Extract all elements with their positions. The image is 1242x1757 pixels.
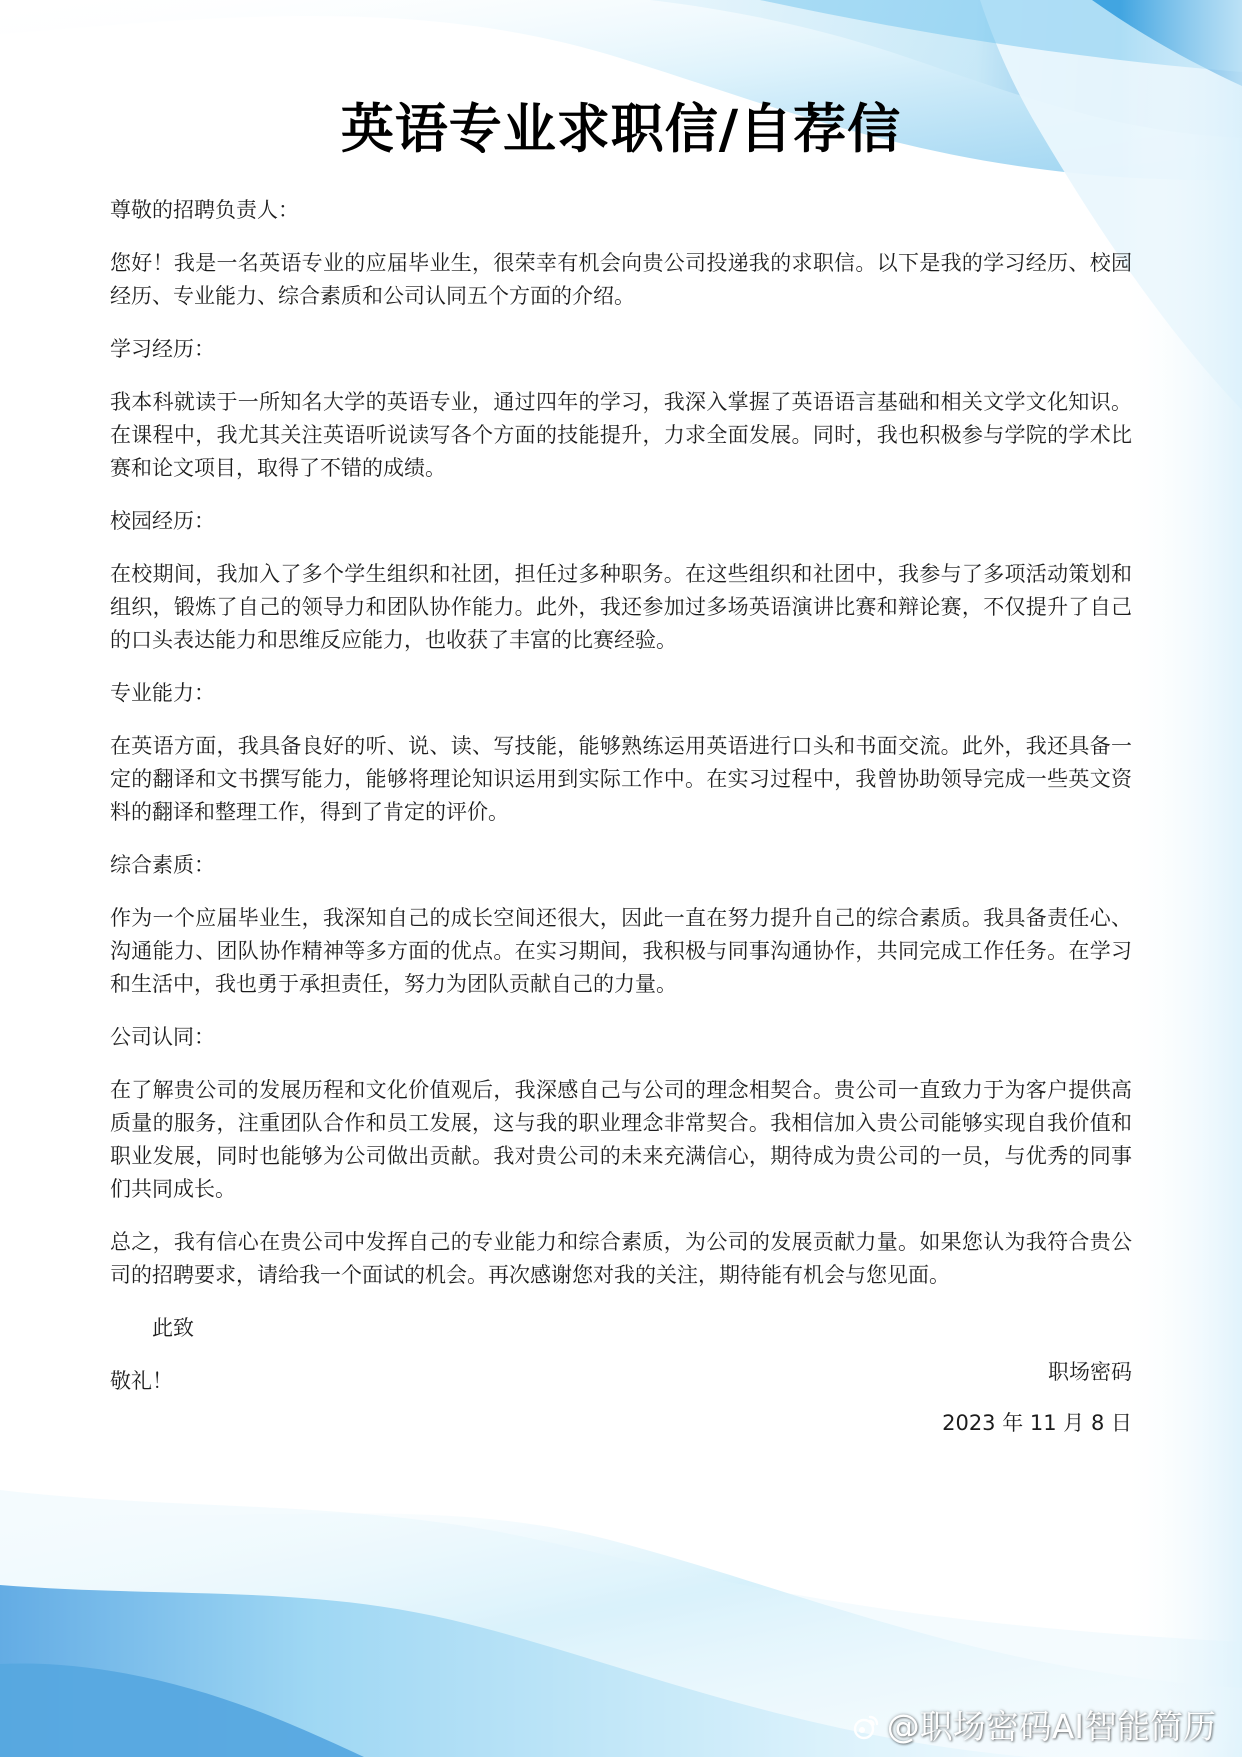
section-heading-campus: 校园经历： <box>110 509 215 533</box>
closing-phrase: 此致 <box>152 1316 194 1340</box>
signature-date: 2023 年 11 月 8 日 <box>942 1411 1132 1435</box>
page-title: 英语专业求职信/自荐信 <box>340 99 902 160</box>
letter-content <box>110 96 1132 1418</box>
watermark-text: @职场密码AI智能简历 <box>886 1707 1216 1746</box>
section-body-campus: 在校期间，我加入了多个学生组织和社团，担任过多种职务。在这些组织和社团中，我参与了多项活动策划和组织，锻炼了自己的领导力和团队协作能力。此外，我还参加过多场英语演讲比赛和辩论赛，不仅提升了自己的口头表达能力和思维反应能力，也收获了丰富的比赛经验。 <box>110 562 1132 652</box>
intro-paragraph: 您好！我是一名英语专业的应届毕业生，很荣幸有机会向贵公司投递我的求职信。以下是我的学习经历、校园经历、专业能力、综合素质和公司认同五个方面的介绍。 <box>110 251 1132 308</box>
section-body-company: 在了解贵公司的发展历程和文化价值观后，我深感自己与公司的理念相契合。贵公司一直致力于为客户提供高质量的服务，注重团队合作和员工发展，这与我的职业理念非常契合。我相信加入贵公司能够实现自我价值和职业发展，同时也能够为公司做出贡献。我对贵公司的未来充满信心，期待成为贵公司的一员，与优秀的同事们共同成长。 <box>110 1078 1132 1201</box>
section-heading-company: 公司认同： <box>110 1025 215 1049</box>
section-body-professional: 在英语方面，我具备良好的听、说、读、写技能，能够熟练运用英语进行口头和书面交流。此外，我还具备一定的翻译和文书撰写能力，能够将理论知识运用到实际工作中。在实习过程中，我曾协助领导完成一些英文资料的翻译和整理工作，得到了肯定的评价。 <box>110 734 1132 824</box>
section-heading-professional: 专业能力： <box>110 681 215 705</box>
section-body-study: 我本科就读于一所知名大学的英语专业，通过四年的学习，我深入掌握了英语语言基础和相关文学文化知识。在课程中，我尤其关注英语听说读写各个方面的技能提升，力求全面发展。同时，我也积极参与学院的学术比赛和论文项目，取得了不错的成绩。 <box>110 390 1132 480</box>
section-heading-study: 学习经历： <box>110 337 215 361</box>
conclusion-paragraph: 总之，我有信心在贵公司中发挥自己的专业能力和综合素质，为公司的发展贡献力量。如果您认为我符合贵公司的招聘要求，请给我一个面试的机会。再次感谢您对我的关注，期待能有机会与您见面。 <box>110 1230 1132 1287</box>
regards-phrase: 敬礼！ <box>110 1369 173 1393</box>
watermark <box>851 1707 1216 1747</box>
weibo-like-icon <box>851 1712 881 1742</box>
section-body-quality: 作为一个应届毕业生，我深知自己的成长空间还很大，因此一直在努力提升自己的综合素质。我具备责任心、沟通能力、团队协作精神等多方面的优点。在实习期间，我积极与同事沟通协作，共同完成工作任务。在学习和生活中，我也勇于承担责任，努力为团队贡献自己的力量。 <box>110 906 1132 996</box>
section-heading-quality: 综合素质： <box>110 853 215 877</box>
salutation: 尊敬的招聘负责人： <box>110 198 299 222</box>
right-side-glow <box>1120 0 1242 1757</box>
signature-block <box>942 1356 1132 1458</box>
signature-name: 职场密码 <box>1048 1360 1132 1384</box>
